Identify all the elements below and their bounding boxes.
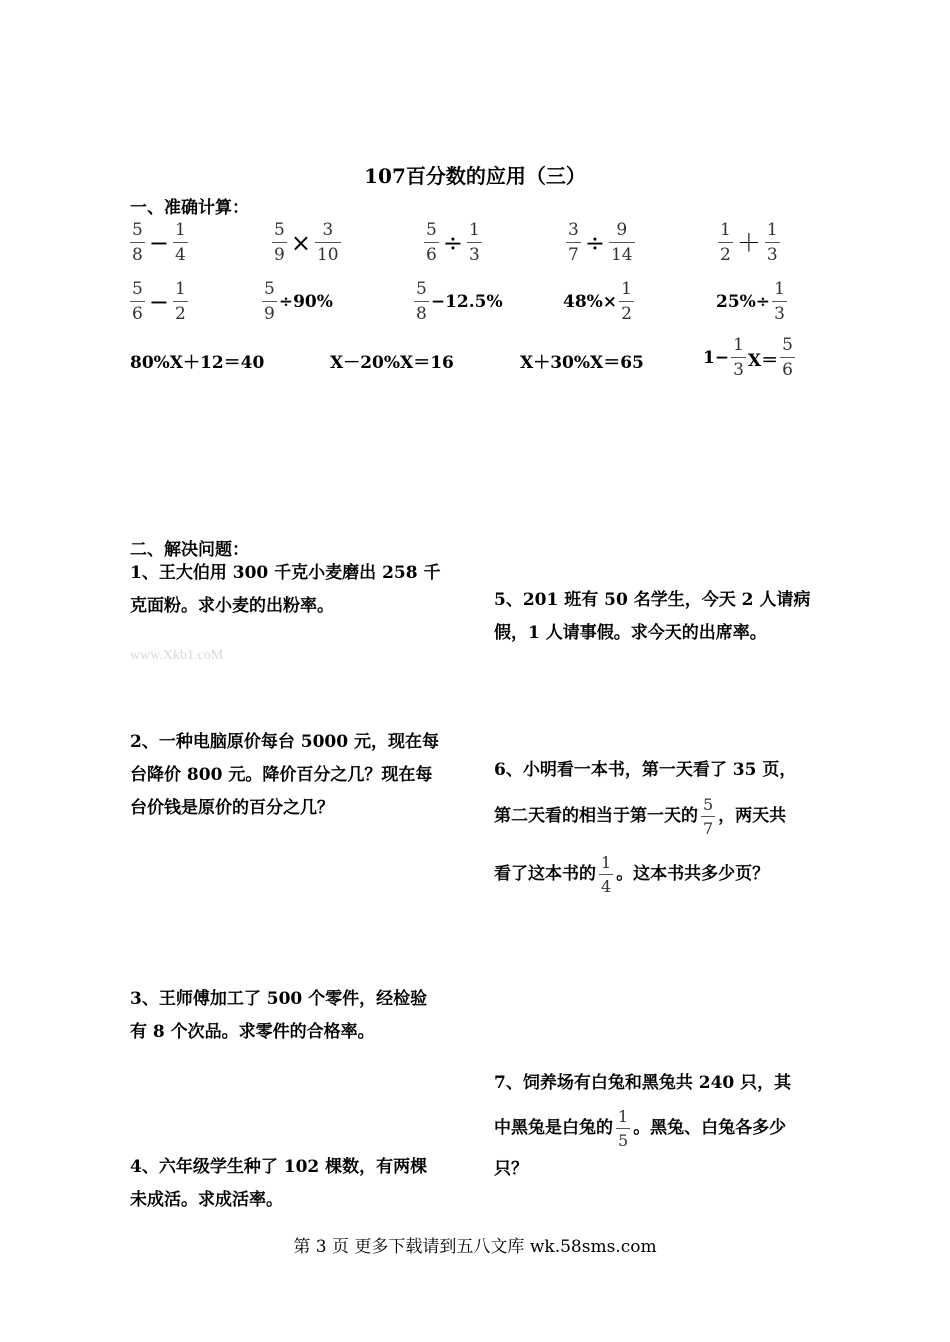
- page-footer: 第 3 页 更多下载请到五八文库 wk.58sms.com: [293, 1237, 657, 1257]
- calc-r1-4: $\frac{3}{7}$ ÷ $\frac{9}{14}$: [568, 220, 633, 265]
- fraction: $\frac{1}{3}$: [468, 220, 480, 265]
- equation-2: X－20%X＝16: [330, 353, 454, 373]
- fraction: $\frac{1}{3}$: [774, 279, 785, 324]
- calc-r2-4: 48%× $\frac{1}{2}$: [563, 279, 632, 324]
- fraction: $\frac{1}{2}$: [621, 279, 632, 324]
- watermark: www.Xkb1.coM: [130, 648, 224, 663]
- calc-r1-2: $\frac{5}{9}$ × $\frac{3}{10}$: [274, 220, 339, 265]
- calc-r1-1: $\frac{5}{8}$ − $\frac{1}{4}$: [132, 220, 186, 265]
- fraction: $\frac{1}{4}$: [601, 852, 612, 896]
- fraction: $\frac{1}{2}$: [174, 279, 186, 324]
- fraction: $\frac{5}{6}$: [426, 220, 437, 265]
- fraction: $\frac{5}{6}$: [132, 279, 143, 324]
- fraction: $\frac{1}{4}$: [174, 220, 186, 265]
- fraction: $\frac{9}{14}$: [610, 220, 633, 265]
- question-4: 4、六年级学生种了 102 棵数，有两棵 未成活。求成活率。: [130, 1157, 428, 1210]
- section1-heading: 一、准确计算：: [130, 198, 249, 218]
- calc-r2-1: $\frac{5}{6}$ − $\frac{1}{2}$: [132, 279, 186, 324]
- fraction: $\frac{5}{9}$: [264, 279, 275, 324]
- calc-r2-2: $\frac{5}{9}$ ÷90%: [264, 279, 333, 324]
- question-7: 7、饲养场有白兔和黑兔共 240 只，其 中黑兔是白兔的 $\frac{1}{5}$ 。黑兔、白兔各多少 只？: [494, 1073, 792, 1179]
- calc-r1-3: $\frac{5}{6}$ ÷ $\frac{1}{3}$: [426, 220, 480, 265]
- question-2: 2、一种电脑原价每台 5000 元，现在每 台降价 800 元。降价百分之几？现在每 台价钱是原价的百分之几？: [130, 732, 439, 818]
- question-5: 5、201 班有 50 名学生，今天 2 人请病 假，1 人请事假。求今天的出席率。: [494, 590, 811, 643]
- fraction: $\frac{5}{6}$: [782, 335, 793, 380]
- fraction: $\frac{1}{2}$: [720, 220, 731, 265]
- calc-r2-5: 25%÷ $\frac{1}{3}$: [716, 279, 785, 324]
- fraction: $\frac{3}{10}$: [316, 220, 339, 265]
- fraction: $\frac{3}{7}$: [568, 220, 579, 265]
- question-1: 1、王大伯用 300 千克小麦磨出 258 千 克面粉。求小麦的出粉率。: [130, 563, 441, 616]
- section2-heading: 二、解决问题：: [130, 540, 249, 560]
- question-3: 3、王师傅加工了 500 个零件，经检验 有 8 个次品。求零件的合格率。: [130, 989, 428, 1042]
- equation-1: 80%X＋12＝40: [130, 353, 265, 373]
- calc-r2-3: $\frac{5}{8}$ −12.5%: [416, 279, 503, 324]
- fraction: $\frac{5}{9}$: [274, 220, 285, 265]
- fraction: $\frac{5}{8}$: [132, 220, 143, 265]
- fraction: $\frac{1}{3}$: [766, 220, 778, 265]
- fraction: $\frac{1}{5}$: [618, 1106, 629, 1150]
- page-title: 107百分数的应用（三）: [364, 164, 586, 188]
- equation-4: 1− $\frac{1}{3}$ X＝ $\frac{5}{6}$: [703, 335, 793, 380]
- question-6: 6、小明看一本书，第一天看了 35 页， 第二天看的相当于第一天的 $\frac{5}{7}$ ，两天共 看了这本书的 $\frac{1}{4}$ 。这本书共多少页？: [494, 760, 797, 896]
- equation-3: X＋30%X＝65: [520, 353, 644, 373]
- fraction: $\frac{1}{3}$: [733, 335, 744, 380]
- calc-r1-5: $\frac{1}{2}$ ＋ $\frac{1}{3}$: [720, 220, 778, 265]
- fraction: $\frac{5}{8}$: [416, 279, 427, 324]
- fraction: $\frac{5}{7}$: [703, 794, 714, 838]
